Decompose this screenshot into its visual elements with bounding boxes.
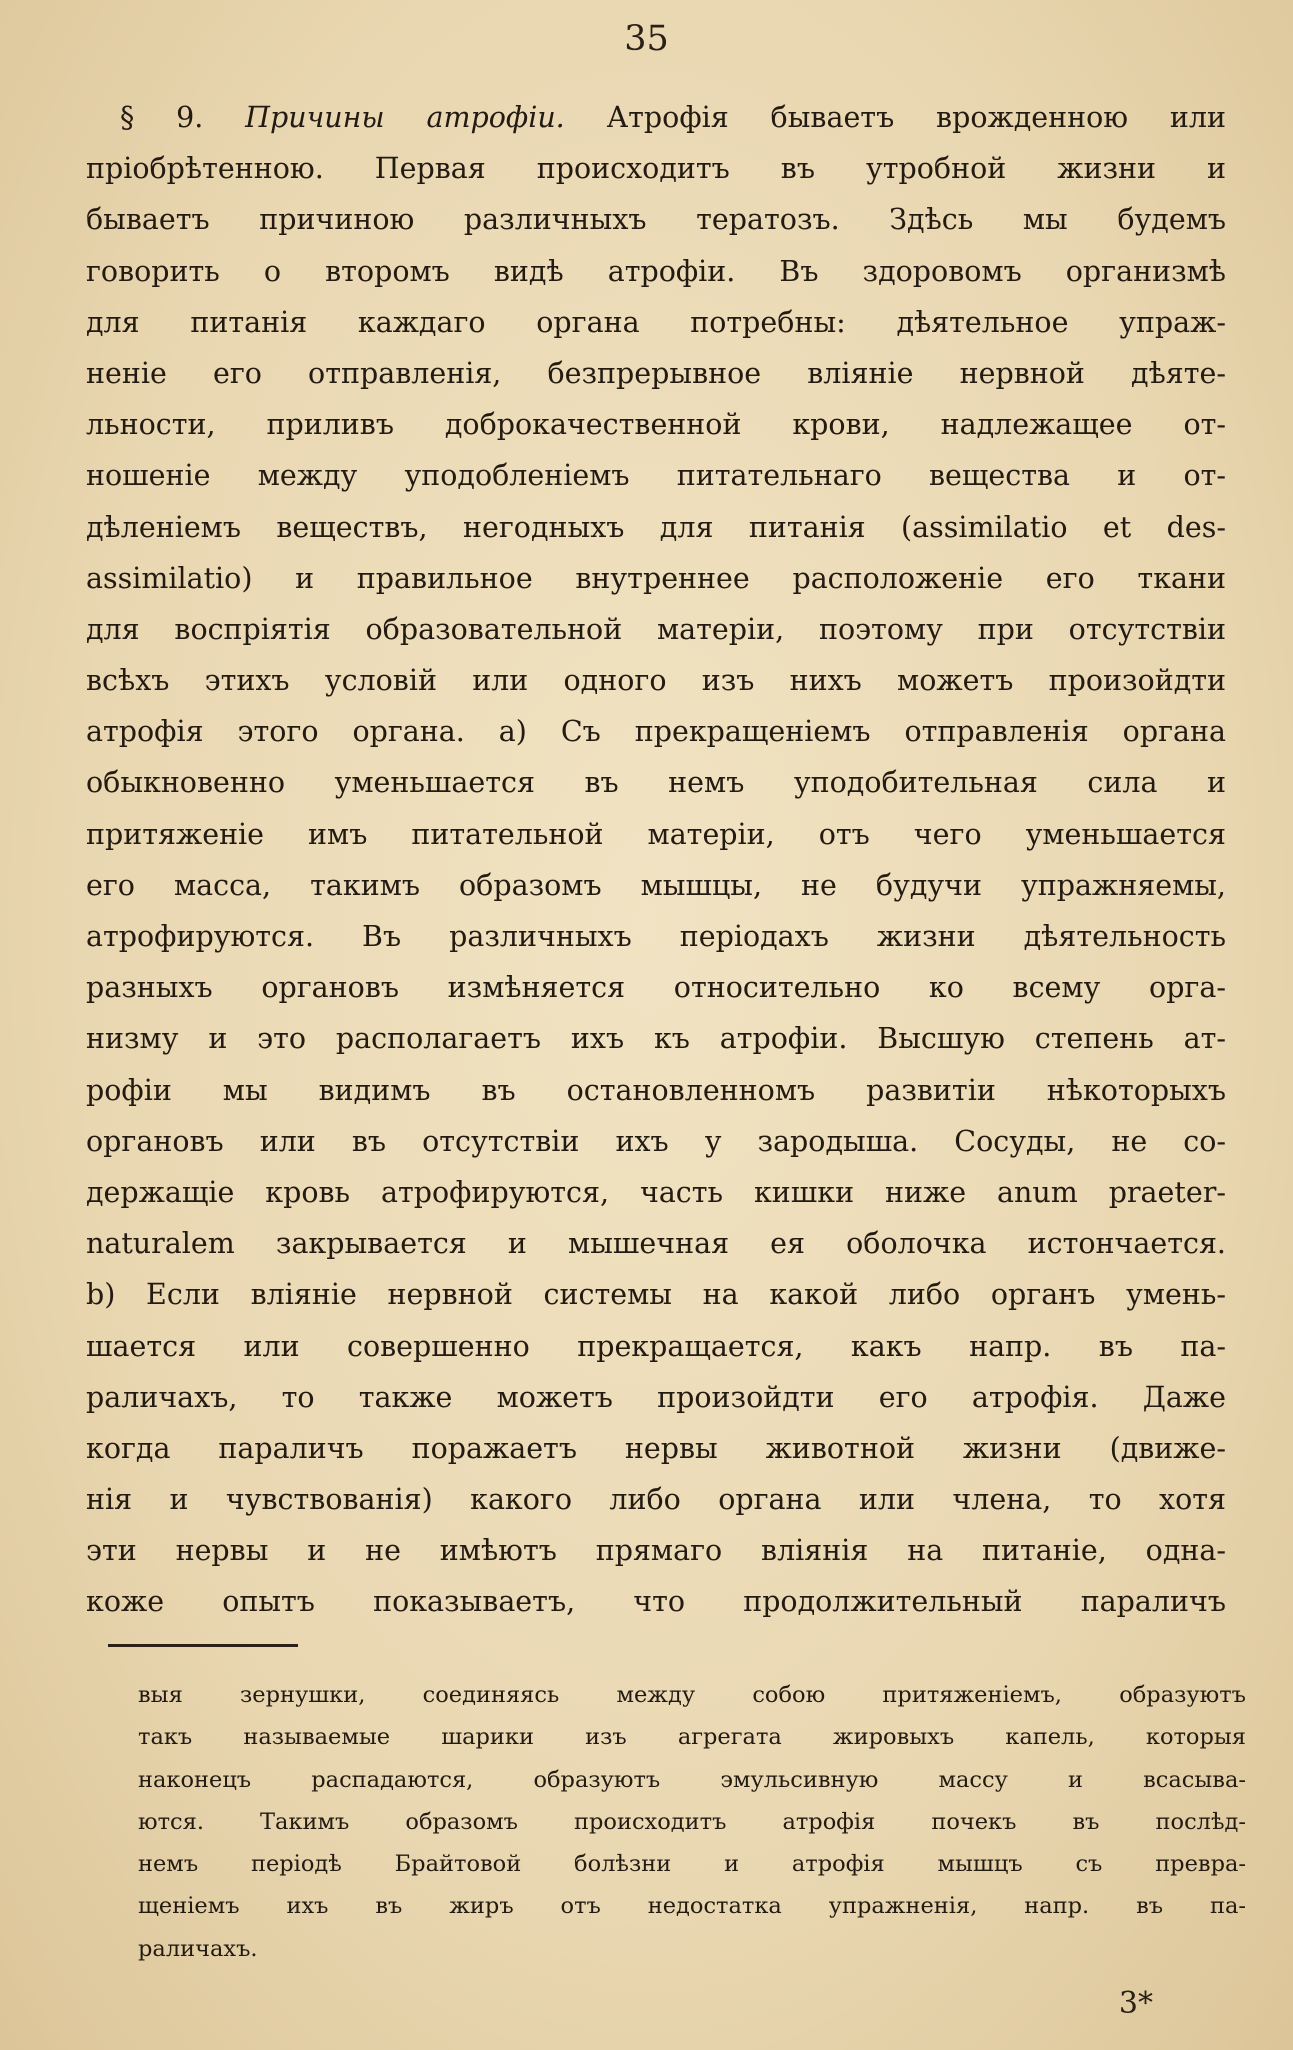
footnote-line: немъ періодѣ Брайтовой болѣзни и атрофія мышцъ съ превра- xyxy=(138,1851,1246,1878)
text-line: рофіи мы видимъ въ остановленномъ развитіи нѣкоторыхъ xyxy=(86,1073,1226,1107)
section-lines xyxy=(86,143,1226,1627)
text-line: всѣхъ этихъ условій или одного изъ нихъ можетъ произойдти xyxy=(86,664,1226,698)
text-line: притяженіе имъ питательной матеріи, отъ чего уменьшается xyxy=(86,817,1226,851)
footnote-line: щеніемъ ихъ въ жиръ отъ недостатка упражненія, напр. въ па- xyxy=(138,1893,1246,1920)
text-line: раличахъ, то также можетъ произойдти его атрофія. Даже xyxy=(86,1380,1226,1414)
text-line: шается или совершенно прекращается, какъ напр. въ па- xyxy=(86,1329,1226,1363)
text-line: ношеніе между уподобленіемъ питательнаго вещества и от- xyxy=(86,459,1226,493)
footnote-line: такъ называемые шарики изъ агрегата жировыхъ капель, которыя xyxy=(138,1724,1246,1751)
text-line: низму и это располагаетъ ихъ къ атрофіи. Высшую степень ат- xyxy=(86,1022,1226,1056)
text-line: его масса, такимъ образомъ мышцы, не будучи упражняемы, xyxy=(86,868,1226,902)
signature-mark: 3* xyxy=(1118,1986,1153,2021)
footnote-line: наконецъ распадаются, образуютъ эмульсивную массу и всасыва- xyxy=(138,1766,1246,1793)
section-marker: § 9. xyxy=(120,101,204,134)
text-line: b) Если вліяніе нервной системы на какой либо органъ умень- xyxy=(86,1278,1226,1312)
text-line: держащіе кровь атрофируются, часть кишки ниже anum praeter- xyxy=(86,1175,1226,1209)
text-line: для питанія каждаго органа потребны: дѣятельное упраж- xyxy=(86,305,1226,339)
text-line: бываетъ причиною различныхъ тератозъ. Здѣсь мы будемъ xyxy=(86,203,1226,237)
page-number: 35 xyxy=(624,19,669,59)
text-line: обыкновенно уменьшается въ немъ уподобительная сила и xyxy=(86,766,1226,800)
text-line: дѣленіемъ веществъ, негодныхъ для питанія (assimilatio et des- xyxy=(86,510,1226,544)
text-line: когда параличъ поражаетъ нервы животной жизни (движе- xyxy=(86,1431,1226,1465)
text-line: говорить о второмъ видѣ атрофіи. Въ здоровомъ организмѣ xyxy=(86,254,1226,288)
section-first-line-text: Атрофія бываетъ врожденною или xyxy=(606,101,1226,134)
section-body xyxy=(86,92,1226,1628)
text-line: для воспріятія образовательной матеріи, поэтому при отсутствіи xyxy=(86,612,1226,646)
text-line: эти нервы и не имѣютъ прямаго вліянія на питаніе, одна- xyxy=(86,1534,1226,1568)
text-line: органовъ или въ отсутствіи ихъ у зародыша. Сосуды, не со- xyxy=(86,1124,1226,1158)
text-line: naturalem закрывается и мышечная ея оболочка истончается. xyxy=(86,1227,1226,1261)
text-line: assimilatio) и правильное внутреннее расположеніе его ткани xyxy=(86,561,1226,595)
footnote-separator xyxy=(108,1644,298,1647)
text-line: пріобрѣтенною. Первая происходитъ въ утробной жизни и xyxy=(86,152,1226,186)
text-line: атрофія этого органа. а) Съ прекращеніемъ отправленія органа xyxy=(86,715,1226,749)
footnote-line: раличахъ. xyxy=(138,1935,258,1962)
text-line: неніе его отправленія, безпрерывное вліяніе нервной дѣяте- xyxy=(86,356,1226,390)
text-line: льности, приливъ доброкачественной крови, надлежащее от- xyxy=(86,408,1226,442)
footnote-line: ются. Такимъ образомъ происходитъ атрофія почекъ въ послѣд- xyxy=(138,1808,1246,1835)
footnote xyxy=(138,1674,1246,1970)
footnote-line: выя зернушки, соединяясь между собою притяженіемъ, образуютъ xyxy=(138,1682,1246,1708)
text-line: нія и чувствованія) какого либо органа или члена, то хотя xyxy=(86,1483,1226,1517)
text-line: разныхъ органовъ измѣняется относительно ко всему орга- xyxy=(86,971,1226,1005)
section-title: Причины атрофіи. xyxy=(245,101,565,134)
section-first-line xyxy=(86,92,1226,143)
text-line: коже опытъ показываетъ, что продолжительный параличъ xyxy=(86,1585,1226,1619)
text-line: атрофируются. Въ различныхъ періодахъ жизни дѣятельность xyxy=(86,920,1226,953)
